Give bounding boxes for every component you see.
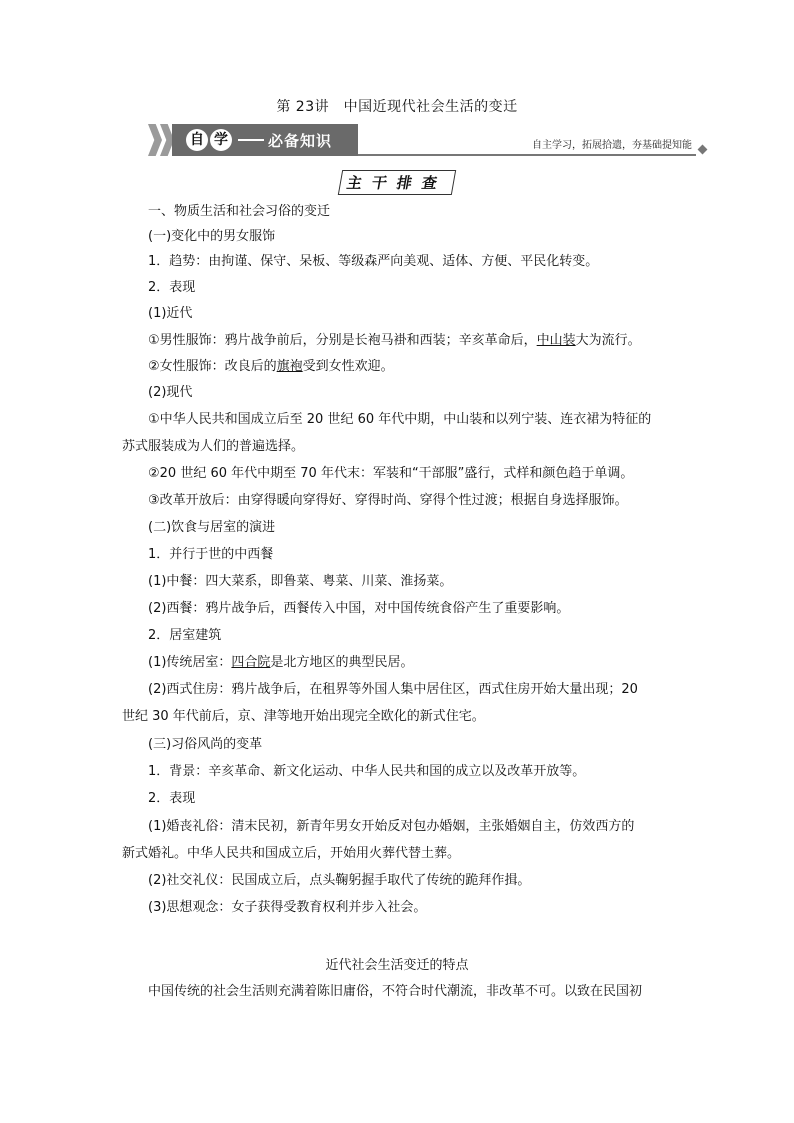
paragraph: 中国传统的社会生活则充满着陈旧庸俗，不符合时代潮流，非改革不可。以致在民国初 (148, 984, 643, 999)
text: ①男性服饰：鸦片战争前后，分别是长袍马褂和西装；辛亥革命后， (148, 333, 537, 348)
paragraph: ②20 世纪 60 年代中期至 70 年代末：军装和“干部服”盛行，式样和颜色趋于单调。 (148, 466, 634, 481)
text: ②女性服饰：改良后的 (148, 359, 277, 374)
sub-heading: 近代社会生活变迁的特点 (325, 958, 469, 973)
paragraph: (2)社交礼仪：民国成立后，点头鞠躬握手取代了传统的跪拜作揖。 (148, 873, 531, 888)
page-title: 第 23讲 中国近现代社会生活的变迁 (276, 99, 518, 115)
section-tag-label: 主干排查 (338, 170, 456, 195)
underlined-term: 中山装 (536, 333, 576, 348)
paragraph: 苏式服装成为人们的普遍选择。 (122, 439, 305, 454)
banner-underline (358, 154, 696, 156)
paragraph (148, 358, 394, 376)
paragraph: 2．居室建筑 (148, 628, 222, 643)
paragraph (148, 332, 641, 350)
paragraph: (2)西餐：鸦片战争后，西餐传入中国，对中国传统食俗产生了重要影响。 (148, 601, 570, 616)
text: 受到女性欢迎。 (302, 359, 394, 374)
text: 大为流行。 (575, 333, 641, 348)
diamond-icon (698, 145, 708, 155)
paragraph: (2)现代 (148, 385, 193, 400)
banner-right-text: 自主学习，拓展拾遗，夯基础提知能 (532, 140, 692, 151)
banner-badge: 自 (186, 129, 208, 151)
paragraph: (2)西式住房：鸦片战争后，在租界等外国人集中居住区，西式住房开始大量出现；20 (148, 682, 638, 697)
paragraph (148, 654, 413, 672)
banner-bar (172, 124, 358, 156)
heading-2: (二)饮食与居室的演进 (148, 520, 276, 535)
banner-badge: 学 (210, 129, 232, 151)
heading-2: (三)习俗风尚的变革 (148, 737, 263, 752)
paragraph: 1．背景：辛亥革命、新文化运动、中华人民共和国的成立以及改革开放等。 (148, 764, 586, 779)
banner-subtitle: 必备知识 (268, 132, 333, 150)
heading-1: 一、物质生活和社会习俗的变迁 (148, 204, 331, 219)
paragraph: (1)近代 (148, 306, 193, 321)
underlined-term: 四合院 (231, 655, 271, 670)
paragraph: 1．并行于世的中西餐 (148, 547, 274, 562)
paragraph: (1)中餐：四大菜系，即鲁菜、粤菜、川菜、淮扬菜。 (148, 574, 453, 589)
paragraph: ③改革开放后：由穿得暖向穿得好、穿得时尚、穿得个性过渡；根据自身选择服饰。 (148, 493, 628, 508)
paragraph: 1．趋势：由拘谨、保守、呆板、等级森严向美观、适体、方便、平民化转变。 (148, 254, 599, 269)
text: 是北方地区的典型民居。 (270, 655, 414, 670)
heading-2: (一)变化中的男女服饰 (148, 229, 276, 244)
chevron-icon (148, 124, 162, 156)
paragraph: 新式婚礼。中华人民共和国成立后，开始用火葬代替土葬。 (122, 846, 461, 861)
underlined-term: 旗袍 (276, 359, 303, 374)
paragraph: (3)思想观念：女子获得受教育权利并步入社会。 (148, 900, 427, 915)
paragraph: ①中华人民共和国成立后至 20 世纪 60 年代中期，中山装和以列宁装、连衣裙为特征的 (148, 412, 652, 427)
paragraph: 2．表现 (148, 280, 196, 295)
paragraph: 世纪 30 年代前后，京、津等地开始出现完全欧化的新式住宅。 (122, 709, 485, 724)
paragraph: (1)婚丧礼俗：清末民初，新青年男女开始反对包办婚姻，主张婚姻自主，仿效西方的 (148, 819, 635, 834)
banner-dash (238, 139, 264, 141)
paragraph: 2．表现 (148, 791, 196, 806)
section-tag (0, 170, 794, 195)
text: (1)传统居室： (148, 655, 232, 670)
section-banner (148, 124, 708, 158)
